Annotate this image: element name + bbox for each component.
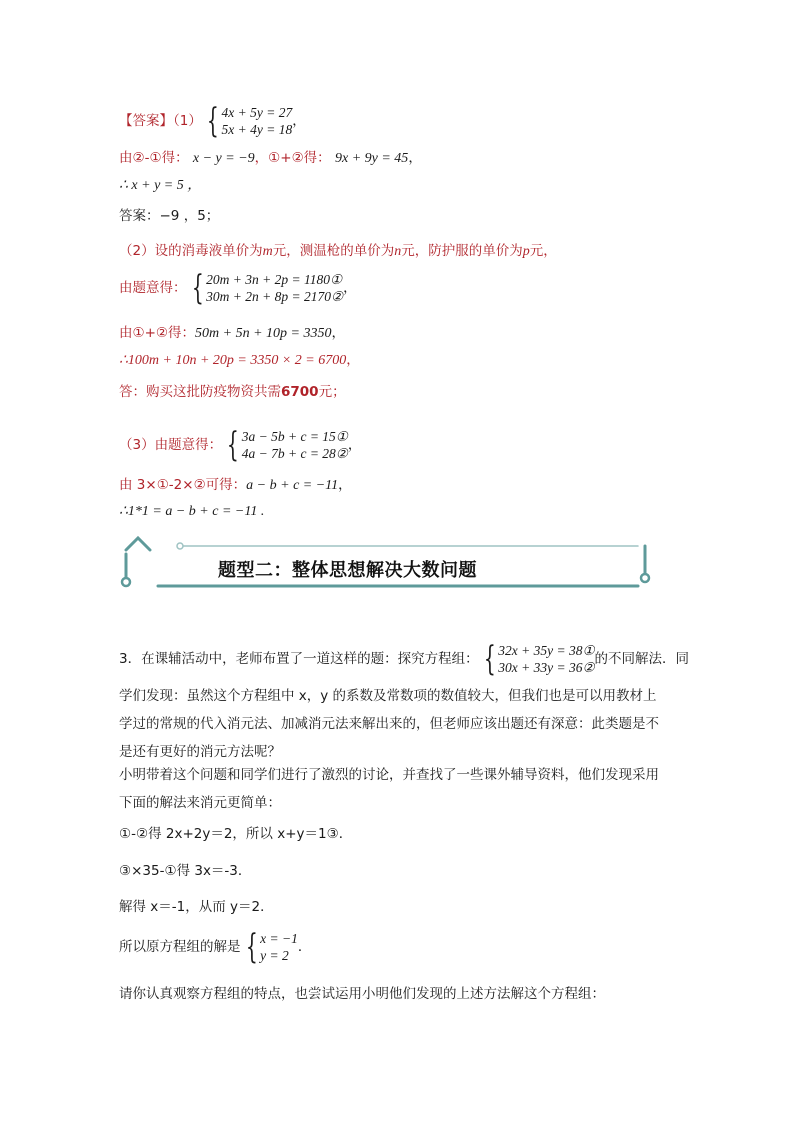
math-expression: 50m + 5n + 10p = 3350 [195, 326, 332, 341]
equation-row: 4x + 5y = 27 [221, 105, 293, 120]
answer-line-3: ∴ x + y = 5 ， [119, 178, 202, 193]
text-segment: （2）设的消毒液单价为 [119, 243, 263, 259]
equation-row: 5x + 4y = 18 [221, 122, 293, 137]
text-segment: 3．在课辅活动中，老师布置了一道这样的题：探究方程组： [119, 651, 479, 667]
equation-system-3: { 3a − 5b + c = 15① 4a − 7b + c = 28② [226, 425, 348, 465]
answer-part3-system [119, 425, 362, 465]
punctuation: ， [292, 113, 306, 129]
q3-equation-system: { 32x + 35y = 38① 30x + 33y = 36② [483, 639, 595, 679]
variable-m: m [262, 244, 273, 259]
text-segment: 元； [318, 384, 346, 400]
section-title: 题型二：整体思想解决大数问题 [218, 560, 477, 581]
math-expression: 9x + 9y = 45 [334, 151, 409, 166]
equation-row: 3a − 5b + c = 15① [241, 429, 348, 444]
equation-row: y = 2 [260, 948, 289, 963]
q3-paragraph-2: 学过的常规的代入消元法、加减消元法来解出来的，但老师应该出题还有深意：此类题是不 [119, 716, 659, 732]
q3-final-instruction: 请你认真观察方程组的特点，也尝试运用小明他们发现的上述方法解这个方程组： [119, 986, 605, 1002]
punctuation: ， [343, 280, 357, 296]
answer-line-9 [119, 382, 346, 402]
text-segment: 的不同解法．同 [594, 651, 690, 667]
text-segment: 元，防护服的单价为 [401, 243, 523, 259]
solution-system: { x = −1 y = 2 [245, 927, 298, 967]
variable-p: p [522, 244, 530, 259]
q3-paragraph-4: 小明带着这个问题和同学们进行了激烈的讨论，并查找了一些课外辅导资料，他们发现采用 [119, 767, 659, 783]
math-expression: a − b + c = −11 [246, 478, 339, 493]
q3-solution [119, 927, 312, 967]
punctuation: ， [346, 352, 360, 368]
text-segment: 由②-①得： [119, 150, 189, 166]
q3-step-3: 解得 x＝-1，从而 y＝2． [119, 899, 274, 915]
punctuation: ， [338, 477, 352, 493]
answer-line-11 [119, 475, 352, 496]
text-segment: ，①+②得： [254, 150, 331, 166]
equation-system-2: { 20m + 3n + 2p = 1180① 30m + 2n + 8p = 2170② [191, 268, 344, 308]
q3-intro [119, 639, 690, 679]
part1-number: （1） [173, 113, 202, 129]
text-segment: 所以原方程组的解是 [119, 939, 241, 955]
equation-system-1: { 4x + 5y = 27 5x + 4y = 18 [206, 101, 293, 141]
punctuation: ． [297, 939, 312, 955]
punctuation: ， [347, 437, 362, 453]
text-segment: （3）由题意得： [119, 437, 223, 453]
answer-part2-system [119, 268, 357, 308]
answer-line-7 [119, 323, 345, 344]
answer-line-4: 答案：−9 ，5； [119, 208, 220, 224]
equation-row: 32x + 35y = 38① [498, 643, 595, 658]
equation-row: 20m + 3n + 2p = 1180① [206, 272, 343, 287]
answer-line-8 [119, 350, 360, 371]
text-segment: 由①+②得： [119, 325, 196, 341]
text-segment: 元， [529, 243, 557, 259]
math-expression: x − y = −9 [192, 151, 255, 166]
text-segment: 答：购买这批防疫物资共需 [119, 384, 281, 400]
text-segment: 由 3×①-2×②可得： [119, 477, 247, 493]
equation-row: 30x + 33y = 36② [498, 660, 595, 675]
equation-row: 4a − 7b + c = 28② [241, 446, 348, 461]
answer-line-2 [119, 148, 422, 169]
text-segment: 元，测温枪的单价为 [272, 243, 395, 259]
q3-paragraph-3: 是还有更好的消元方法呢？ [119, 744, 281, 760]
answer-part1 [119, 101, 306, 141]
text-segment: 由题意得： [119, 280, 187, 296]
total-amount: 6700 [281, 384, 319, 400]
punctuation: ， [331, 325, 345, 341]
answer-part2-setup [119, 241, 557, 262]
answer-line-12: ∴1*1 = a − b + c = −11 . [119, 504, 265, 519]
q3-paragraph-5: 下面的解法来消元更简单： [119, 795, 281, 811]
equation-row: 30m + 2n + 8p = 2170② [206, 289, 344, 304]
equation-row: x = −1 [260, 931, 298, 946]
q3-step-1: ①-②得 2x+2y＝2，所以 x+y＝1③． [119, 826, 353, 842]
answer-tag: 【答案】 [119, 113, 173, 129]
q3-paragraph-1: 学们发现：虽然这个方程组中 x，y 的系数及常数项的数值较大，但我们也是可以用教材上 [119, 688, 657, 704]
math-expression: ∴100m + 10n + 20p = 3350 × 2 = 6700 [119, 353, 347, 368]
q3-step-2: ③×35-①得 3x＝-3． [119, 863, 252, 879]
punctuation: ， [408, 150, 422, 166]
variable-n: n [394, 244, 402, 259]
